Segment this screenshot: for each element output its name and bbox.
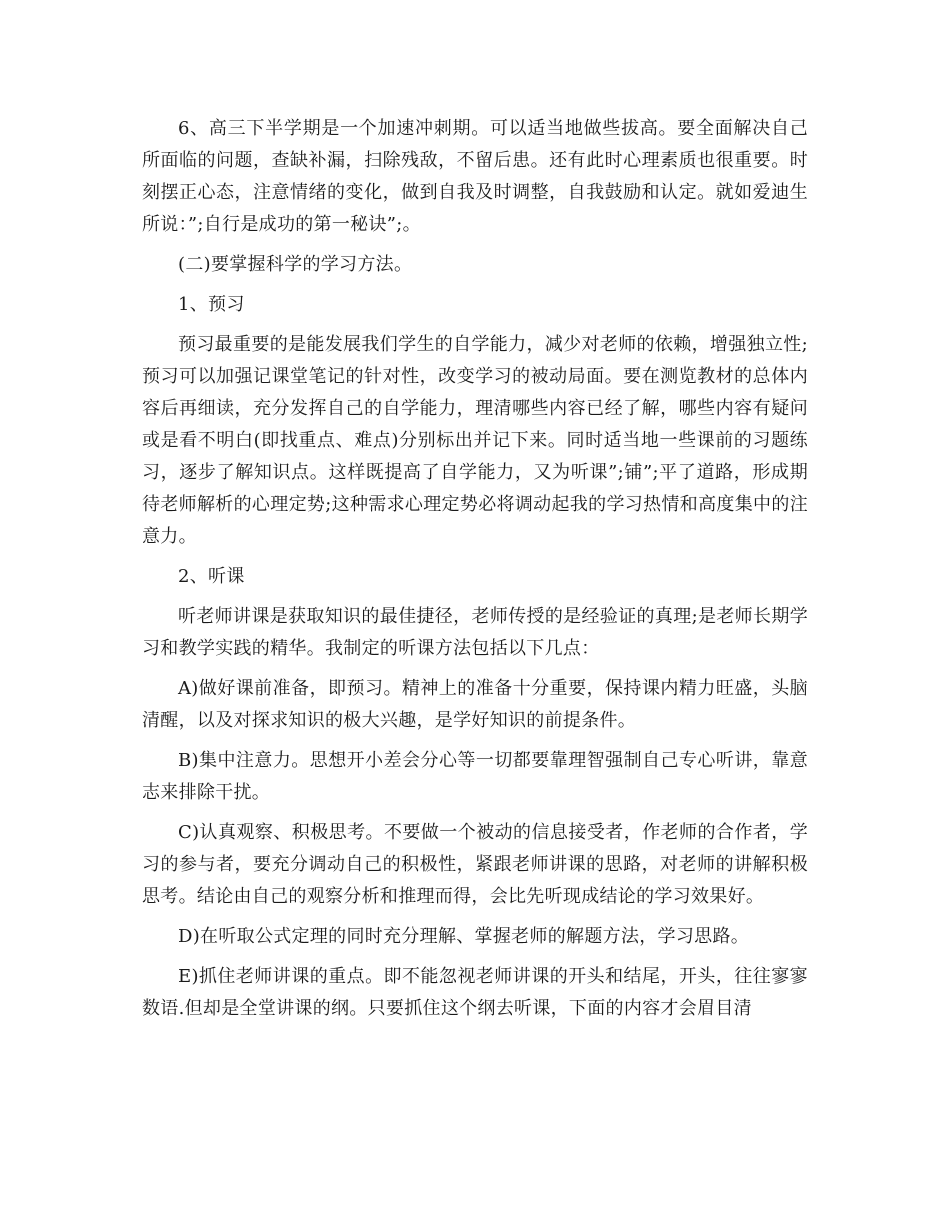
paragraph-item-c: C)认真观察、积极思考。不要做一个被动的信息接受者，作老师的合作者，学习的参与者，要充分调动自己的积极性，紧跟老师讲课的思路，对老师的讲解积极思考。结论由自己的观察分析和推理而得，会比先听现成结论的学习效果好。: [142, 822, 808, 907]
paragraph-item-a: A)做好课前准备，即预习。精神上的准备十分重要，保持课内精力旺盛，头脑清醒，以及对探求知识的极大兴趣，是学好知识的前提条件。: [142, 678, 808, 731]
subheading-preview: 1、预习: [178, 294, 245, 315]
paragraph-item-e: E)抓住老师讲课的重点。即不能忽视老师讲课的开头和结尾，开头，往往寥寥数语.但却是全堂讲课的纲。只要抓住这个纲去听课，下面的内容才会眉目清: [142, 966, 808, 1019]
document-body: [142, 113, 808, 1033]
section-heading-study-methods: (二)要掌握科学的学习方法。: [178, 254, 413, 275]
subheading-listening: 2、听课: [178, 566, 245, 587]
paragraph-preview: 预习最重要的是能发展我们学生的自学能力，减少对老师的依赖，增强独立性;预习可以加强记课堂笔记的针对性，改变学习的被动局面。要在测览教材的总体内容后再细读，充分发挥自己的自学能力，理清哪些内容已经了解，哪些内容有疑问或是看不明白(即找重点、难点)分别标出并记下来。同时适当地一些课前的习题练习，逐步了解知识点。这样既提高了自学能力，又为听课”;铺”;平了道路，形成期待老师解析的心理定势;这种需求心理定势必将调动起我的学习热情和高度集中的注意力。: [142, 334, 808, 547]
paragraph-item-d: D)在听取公式定理的同时充分理解、掌握老师的解题方法，学习思路。: [178, 926, 750, 947]
paragraph-item-b: B)集中注意力。思想开小差会分心等一切都要靠理智强制自己专心听讲，靠意志来排除干扰。: [142, 750, 808, 803]
paragraph-listening-intro: 听老师讲课是获取知识的最佳捷径，老师传授的是经验证的真理;是老师长期学习和教学实践的精华。我制定的听课方法包括以下几点：: [142, 606, 808, 659]
paragraph-senior-year-sprint: 6、高三下半学期是一个加速冲刺期。可以适当地做些拔高。要全面解决自己所面临的问题，查缺补漏，扫除残敌，不留后患。还有此时心理素质也很重要。时刻摆正心态，注意情绪的变化，做到自我及时调整，自我鼓励和认定。就如爱迪生所说：”;自行是成功的第一秘诀”;。: [142, 118, 808, 235]
